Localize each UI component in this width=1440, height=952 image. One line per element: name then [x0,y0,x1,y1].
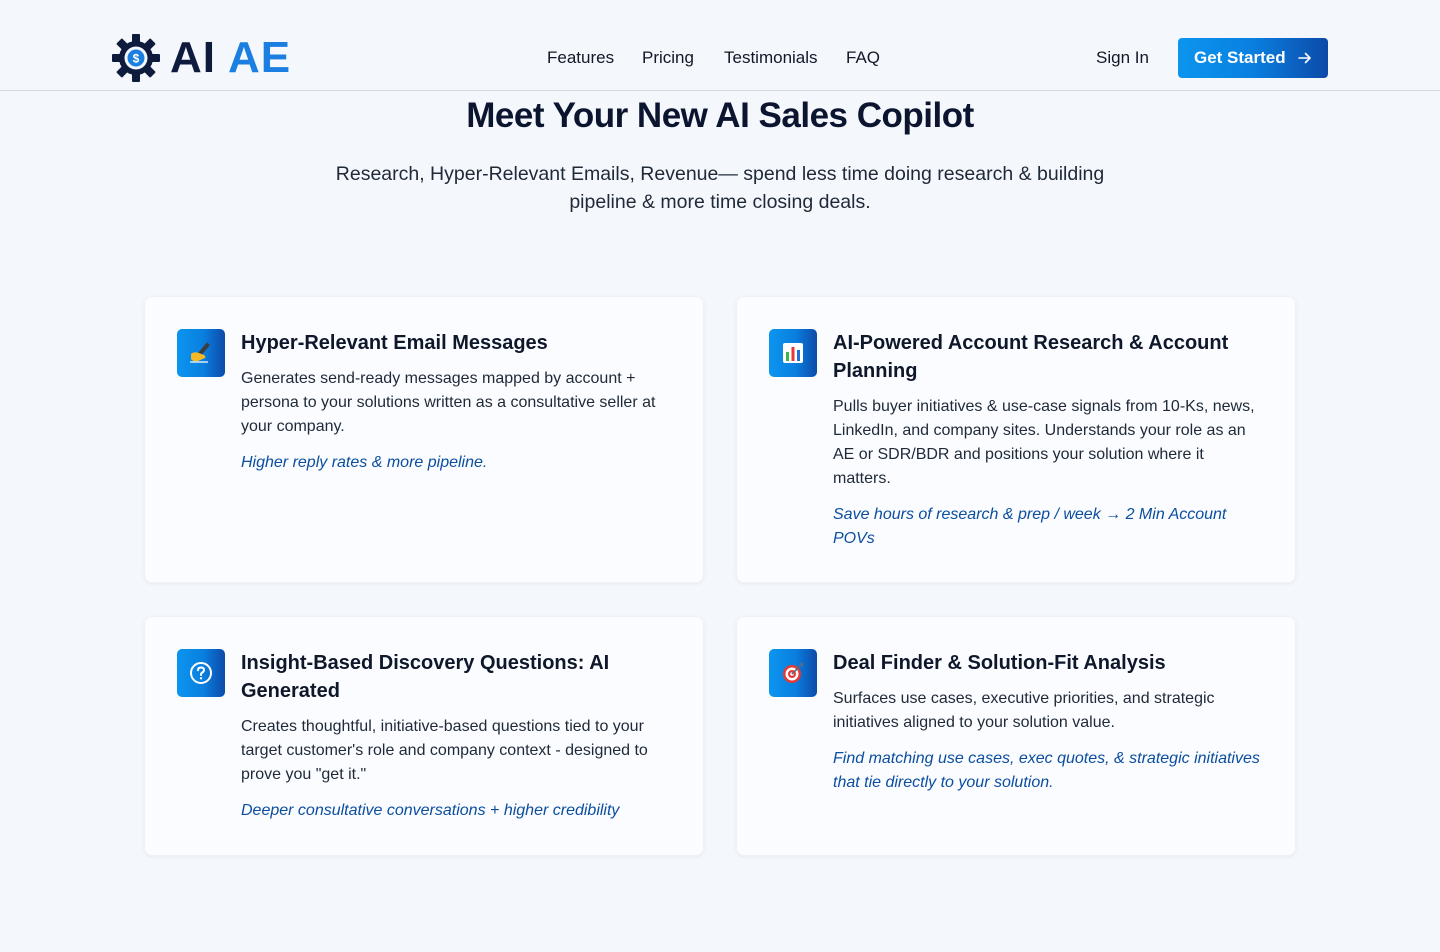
feature-card-discovery [144,616,704,856]
feature-card-research [736,296,1296,583]
feature-card-deal-finder [736,616,1296,856]
feature-card-body [833,649,1263,795]
target-dart-icon [769,649,817,697]
feature-benefit: Save hours of research & prep / week → 2 Min Account POVs [833,506,1227,547]
feature-benefit: Deeper consultative conversations + higher credibility [241,802,620,819]
feature-title: Deal Finder & Solution-Fit Analysis [833,652,1166,674]
feature-card-body [241,329,671,475]
feature-title: Hyper-Relevant Email Messages [241,332,548,354]
question-circle-glyph [189,661,213,685]
feature-title: Insight-Based Discovery Questions: AI Generated [241,652,610,702]
feature-title: AI-Powered Account Research & Account Planning [833,332,1229,382]
nav-features[interactable]: Features [547,48,615,67]
get-started-label: Get Started [1194,48,1286,67]
feature-card-email [144,296,704,583]
brand-wordmark-part2: AE [228,33,292,82]
feature-benefit: Higher reply rates & more pipeline. [241,454,488,471]
hero-subtitle: Research, Hyper-Relevant Emails, Revenue— spend less time doing research & building pipeline & more time closing deals. [335,163,1105,213]
feature-description: Creates thoughtful, initiative-based questions tied to your target customer's role and company context - designed to prove you "get it." [241,718,648,783]
writing-hand-glyph [188,341,214,365]
feature-card-body [241,649,671,823]
nav-faq[interactable]: FAQ [846,48,881,67]
feature-card-body [833,329,1263,551]
arrow-right-icon [1298,48,1312,68]
feature-benefit: Find matching use cases, exec quotes, & strategic initiatives that tie directly to your solution. [833,750,1260,791]
sign-in-link[interactable]: Sign In [1096,48,1149,67]
hero-title: Meet Your New AI Sales Copilot [466,96,974,135]
svg-text:$: $ [132,51,140,66]
nav-testimonials[interactable]: Testimonials [724,48,818,67]
target-dart-glyph [781,661,805,685]
bar-chart-icon [769,329,817,377]
bar-chart-glyph [782,342,804,364]
feature-description: Pulls buyer initiatives & use-case signals from 10-Ks, news, LinkedIn, and company sites. Understands your role as an AE or SDR/BDR and positions your solution where it matters. [833,398,1255,487]
nav-pricing[interactable]: Pricing [642,48,694,67]
get-started-button[interactable] [1178,38,1328,78]
question-circle-icon [177,649,225,697]
writing-hand-icon [177,329,225,377]
brand-wordmark-part1: AI [170,33,216,82]
feature-description: Generates send-ready messages mapped by account + persona to your solutions written as a consultative seller at your company. [241,370,656,435]
site-header [0,0,1440,91]
feature-description: Surfaces use cases, executive priorities, and strategic initiatives aligned to your solution value. [833,690,1215,731]
